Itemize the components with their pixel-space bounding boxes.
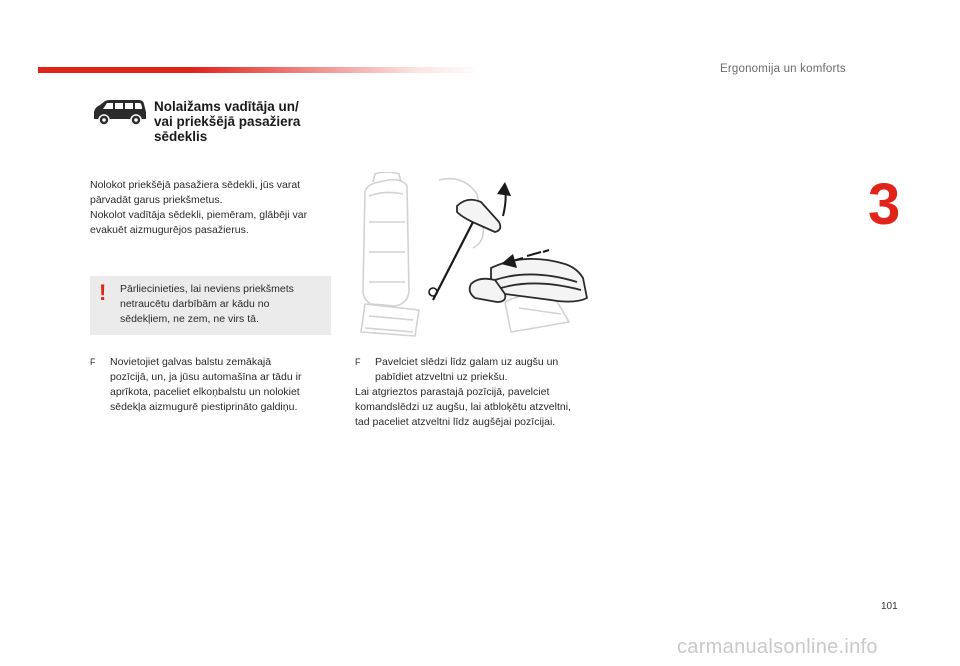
header-accent-bar [38, 67, 483, 73]
step-line: Novietojiet galvas balstu zemākajā [110, 356, 272, 368]
step-line: Pavelciet slēdzi līdz galam uz augšu un [375, 356, 559, 368]
warning-text [120, 282, 325, 327]
seat-folding-diagram [355, 172, 595, 342]
heading-line: sēdeklis [154, 129, 208, 144]
intro-line: Nokolot vadītāja sēdekli, piemēram, glābēji var [90, 209, 308, 221]
warning-line: Pārliecinieties, lai neviens priekšmets [120, 283, 294, 295]
intro-line: evakuēt aizmugurējos pasažierus. [90, 224, 249, 236]
step-right [355, 355, 600, 430]
intro-line: Nolokot priekšējā pasažiera sēdekli, jūs varat [90, 179, 301, 191]
step-line: tad paceliet atzveltni līdz augšējai pozīcijai. [355, 416, 556, 428]
heading-line: vai priekšējā pasažiera [154, 114, 301, 129]
warning-line: sēdekļiem, ne zem, ne virs tā. [120, 313, 259, 325]
chapter-number: 3 [868, 172, 901, 237]
step-left [90, 355, 335, 415]
warning-icon: ! [99, 280, 107, 305]
bullet-item [90, 355, 335, 415]
bullet-item [355, 355, 600, 385]
step-line: aprīkota, paceliet elkoņbalstu un nolokiet [110, 386, 300, 398]
van-icon [91, 98, 147, 128]
bullet-marker: F [90, 357, 96, 367]
step-line: Lai atgrieztos parastajā pozīcijā, pavelciet [355, 386, 550, 398]
step-line: komandslēdzi uz augšu, lai atbloķētu atzveltni, [355, 401, 571, 413]
page-heading [154, 99, 344, 144]
watermark: carmanualsonline.info [677, 636, 878, 658]
bullet-marker: F [355, 357, 361, 367]
step-line: pabīdiet atzveltni uz priekšu. [375, 371, 508, 383]
warning-box [90, 276, 331, 335]
step-line: sēdekļa aizmugurē piestiprināto galdiņu. [110, 401, 298, 413]
section-title: Ergonomija un komforts [720, 63, 846, 75]
warning-line: netraucētu darbībām ar kādu no [120, 298, 270, 310]
step-line: pozīcijā, un, ja jūsu automašīna ar tādu ir [110, 371, 302, 383]
intro-paragraph [90, 178, 335, 238]
return-instructions [355, 385, 600, 430]
intro-line: pārvadāt garus priekšmetus. [90, 194, 223, 206]
page-number: 101 [881, 601, 898, 612]
heading-line: Nolaižams vadītāja un/ [154, 99, 299, 114]
